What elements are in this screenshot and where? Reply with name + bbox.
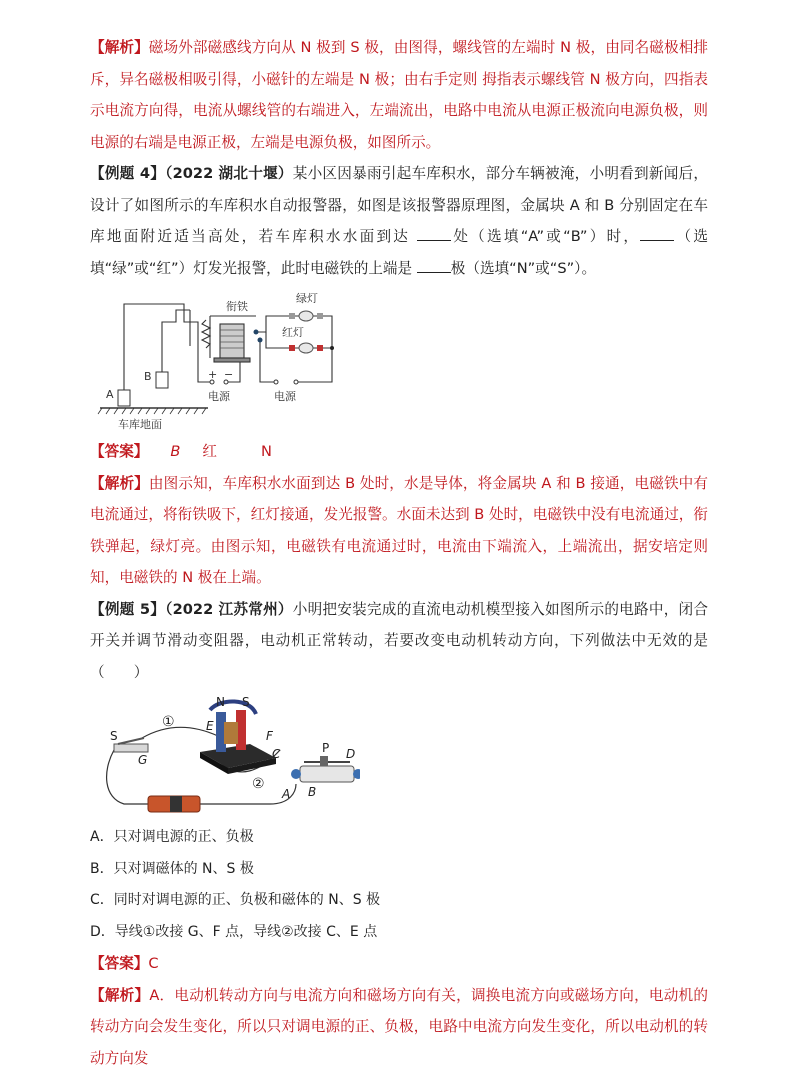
power-label-1: 电源 — [208, 389, 231, 403]
answer-value-1: B — [170, 443, 180, 460]
answer-blank-1[interactable] — [417, 225, 451, 241]
label-a: A — [106, 388, 114, 401]
alarm-circuit-figure — [96, 286, 356, 436]
option-a[interactable]: A．只对调电源的正、负极 — [90, 822, 708, 854]
label-s: S — [242, 695, 250, 709]
option-d[interactable]: D．导线①改接 G、F 点，导线②改接 C、E 点 — [90, 917, 708, 949]
label-p: P — [322, 741, 329, 755]
metal-block-b — [156, 372, 168, 388]
question-5 — [90, 594, 708, 689]
analysis-block-1 — [90, 32, 708, 158]
answer-4 — [90, 436, 708, 468]
question-source: （2022 江苏常州） — [165, 601, 293, 618]
label-b: B — [308, 785, 316, 799]
switch-label-s: S — [110, 729, 118, 743]
page-content — [90, 32, 708, 1074]
question-tag: 【例题 4】 — [90, 165, 165, 182]
analysis-tag: 【解析】 — [90, 39, 149, 56]
label-a: A — [281, 787, 290, 801]
answer-tag: 【答案】 — [90, 443, 148, 460]
motor-circuit-figure — [100, 692, 360, 822]
red-lamp — [289, 343, 323, 353]
question-text-1: 某小区因暴雨引起车库积水，部分车辆被淹，小明看到新闻后，设计了如图所示的车库积水自动报警器，如图是该报警器原理图，金属块 A 和 B 分别固定在车库地面附近适当高处，若车库积水水面到达 — [90, 165, 708, 245]
analysis-block-5 — [90, 980, 708, 1074]
metal-block-a — [118, 390, 130, 406]
option-c[interactable]: C．同时对调电源的正、负极和磁体的 N、S 极 — [90, 885, 708, 917]
minus-label: − — [224, 368, 233, 381]
red-lamp-label: 红灯 — [282, 325, 304, 339]
wire-1-label: ① — [162, 714, 175, 730]
question-text-2: 处（选填“A”或“B”）时， — [451, 228, 640, 245]
analysis-text: 由图示知，车库积水水面到达 B 处时，水是导体，将金属块 A 和 B 接通，电磁铁中有电流通过，将衔铁吸下，红灯接通，发光报警。水面未达到 B 处时，电磁铁中没有电流通过，衔铁弹起，绿灯亮。由图示知，电磁铁有电流通过时，电流由下端流入，上端流出，据安培定则知，电磁铁的 N 极在上端。 — [90, 475, 708, 587]
question-tag: 【例题 5】 — [90, 601, 165, 618]
label-b: B — [144, 370, 152, 383]
analysis-tag: 【解析】 — [90, 475, 149, 492]
alarm-circuit-diagram — [96, 286, 356, 436]
green-lamp-label: 绿灯 — [296, 291, 318, 305]
answer-value: C — [148, 955, 158, 972]
label-g: G — [138, 753, 147, 767]
power-label-2: 电源 — [274, 389, 297, 403]
answer-value-3: N — [261, 443, 272, 460]
answer-tag: 【答案】 — [90, 955, 148, 972]
ground-label: 车库地面 — [118, 417, 162, 431]
battery — [148, 796, 200, 812]
armature-label: 衔铁 — [226, 299, 248, 313]
label-f: F — [266, 729, 274, 743]
question-text-3: （选填“绿”或“红”）灯发光报警，此时电磁铁的上端是 — [90, 228, 708, 277]
motor-circuit-diagram — [100, 692, 360, 822]
question-source: （2022 湖北十堰） — [165, 165, 293, 182]
analysis-tag: 【解析】 — [90, 987, 149, 1004]
green-lamp — [289, 311, 323, 321]
motor-model — [200, 701, 276, 774]
analysis-block-4 — [90, 468, 708, 594]
plus-label: + — [208, 368, 217, 381]
label-d: D — [346, 747, 355, 761]
switch — [114, 738, 148, 752]
answer-5 — [90, 948, 708, 980]
answer-blank-3[interactable] — [417, 257, 451, 273]
analysis-text: A．电动机转动方向与电流方向和磁场方向有关，调换电流方向或磁场方向，电动机的转动方向会发生变化，所以只对调电源的正、负极，电路中电流方向发生变化，所以电动机的转动方向发 — [90, 987, 708, 1067]
question-text-4: 极（选填“N”或“S”）。 — [451, 260, 596, 277]
option-b[interactable]: B．只对调磁体的 N、S 极 — [90, 854, 708, 886]
label-c: C — [272, 747, 281, 761]
label-n: N — [216, 695, 225, 709]
analysis-text: 磁场外部磁感线方向从 N 极到 S 极，由图得，螺线管的左端时 N 极，由同名磁极相排斥，异名磁极相吸引得，小磁针的左端是 N 极；由右手定则 拇指表示螺线管 N 极方向，四指表示电流方向得，电流从螺线管的右端进入，左端流出，电路中电流从电源正极流向电源负极，则电源的右端是电源正极，左端是电源负极，如图所示。 — [90, 39, 708, 151]
wire-2-label: ② — [252, 776, 265, 792]
answer-value-2: 红 — [202, 443, 217, 460]
answer-blank-2[interactable] — [640, 225, 674, 241]
question-4 — [90, 158, 708, 284]
question-text: 小明把安装完成的直流电动机模型接入如图所示的电路中，闭合开关并调节滑动变阻器，电动机正常转动，若要改变电动机转动方向，下列做法中无效的是（ ） — [90, 601, 708, 681]
label-e: E — [206, 719, 214, 733]
